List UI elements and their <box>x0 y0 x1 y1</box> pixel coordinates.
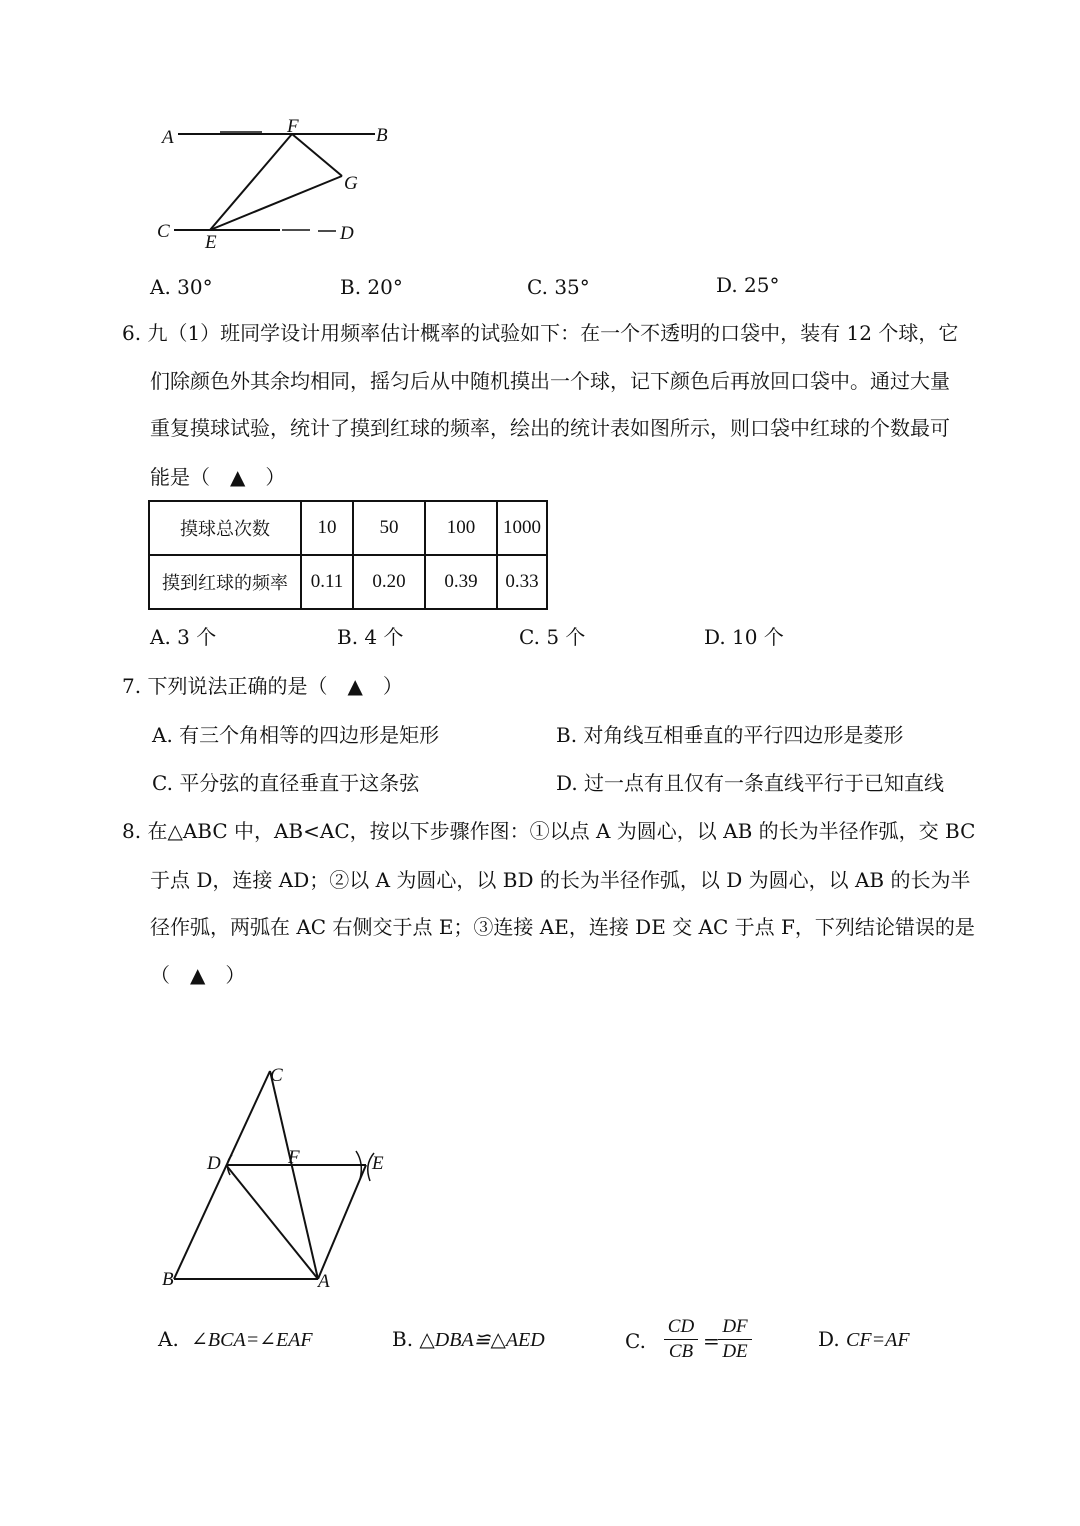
q5-option-c-letter: C. <box>527 275 548 299</box>
q7-option-a[interactable] <box>152 722 439 748</box>
q5-option-a-text: 30° <box>177 275 213 299</box>
q6-option-b-letter: B. <box>337 625 359 649</box>
q8-stem-line-3: 径作弧，两弧在 AC 右侧交于点 E；③连接 AE，连接 DE 交 AC 于点 F，下列结论错误的是 <box>150 915 975 939</box>
table-cell: 0.11 <box>301 555 353 609</box>
q7-option-d[interactable] <box>556 770 944 796</box>
segment-fg <box>292 134 342 176</box>
q8-option-d-letter: D. <box>818 1327 840 1351</box>
label-e: E <box>372 1153 384 1174</box>
q8-option-d-text: CF=AF <box>846 1329 910 1351</box>
label-b: B <box>376 125 388 146</box>
q6-option-d-letter: D. <box>704 625 726 649</box>
q7-option-c-letter: C. <box>152 771 173 795</box>
q6-option-a-text: 3 个 <box>177 625 217 649</box>
q8-option-c-fraction-right <box>718 1316 752 1363</box>
q7-option-a-letter: A. <box>152 723 173 747</box>
label-f: F <box>287 116 299 137</box>
fraction-denominator: DE <box>722 1341 748 1362</box>
q6-option-c[interactable] <box>519 624 585 650</box>
q8-option-c-letter[interactable]: C. <box>625 1329 646 1353</box>
q8-option-b[interactable] <box>392 1326 545 1353</box>
fraction-bar <box>664 1339 698 1340</box>
table-row <box>149 501 547 555</box>
q7-stem: 7. 下列说法正确的是（ ▲ ） <box>122 674 403 698</box>
q6-option-d[interactable] <box>704 624 784 650</box>
segment-ef <box>210 134 292 230</box>
label-c: C <box>270 1065 283 1086</box>
fraction-denominator: CB <box>668 1341 694 1362</box>
segment-eg <box>210 176 342 230</box>
q8-stem-line-1: 8. 在△ABC 中，AB<AC，按以下步骤作图：①以点 A 为圆心，以 AB 的长为半径作弧，交 BC <box>122 819 976 843</box>
label-c: C <box>157 221 170 242</box>
q5-option-c[interactable] <box>527 274 590 300</box>
q8-stem-line-4: （ ▲ ） <box>150 963 246 987</box>
q8-option-a[interactable] <box>158 1326 313 1353</box>
q8-option-b-letter: B. <box>392 1327 414 1351</box>
q5-option-d-text: 25° <box>744 273 780 297</box>
row-header-total-draws: 摸球总次数 <box>149 501 301 555</box>
table-row <box>149 555 547 609</box>
label-d: D <box>207 1153 221 1174</box>
q6-stem-line-4: 能是（ ▲ ） <box>150 465 286 489</box>
fraction-numerator: CD <box>667 1316 695 1337</box>
segment-ae <box>318 1165 366 1279</box>
q7-option-a-text: 有三个角相等的四边形是矩形 <box>179 723 440 747</box>
q8-option-d[interactable] <box>818 1326 910 1353</box>
table-cell: 0.33 <box>497 555 547 609</box>
q8-figure <box>150 1055 400 1295</box>
q6-option-c-text: 5 个 <box>546 625 586 649</box>
q7-option-b-text: 对角线互相垂直的平行四边形是菱形 <box>583 723 904 747</box>
q6-option-a[interactable] <box>150 624 216 650</box>
q5-option-b-letter: B. <box>340 275 362 299</box>
label-a: A <box>318 1271 330 1292</box>
table-cell: 0.39 <box>425 555 497 609</box>
q8-option-c-fraction-left <box>664 1316 698 1363</box>
q5-option-c-text: 35° <box>554 275 590 299</box>
q8-option-b-text: △DBA≌△AED <box>419 1329 545 1351</box>
q5-option-b[interactable] <box>340 274 403 300</box>
label-e: E <box>205 232 217 253</box>
label-a: A <box>162 127 174 148</box>
label-f: F <box>288 1147 300 1168</box>
q8-stem-line-2: 于点 D，连接 AD；②以 A 为圆心，以 BD 的长为半径作弧，以 D 为圆心，以 AB 的长为半 <box>150 868 971 892</box>
q6-option-b[interactable] <box>337 624 404 650</box>
q7-option-c[interactable] <box>152 770 419 796</box>
table-cell: 0.20 <box>353 555 425 609</box>
frequency-table <box>148 500 548 610</box>
q6-option-c-letter: C. <box>519 625 540 649</box>
q5-option-d-letter: D. <box>716 273 738 297</box>
q8-option-a-letter: A. <box>158 1327 179 1351</box>
q5-figure <box>150 110 410 255</box>
q6-stem-line-1: 6. 九（1）班同学设计用频率估计概率的试验如下：在一个不透明的口袋中，装有 12 个球，它 <box>122 321 959 345</box>
q5-option-b-text: 20° <box>367 275 403 299</box>
q6-option-a-letter: A. <box>150 625 171 649</box>
table-cell: 1000 <box>497 501 547 555</box>
q6-stem-line-2: 们除颜色外其余均相同，摇匀后从中随机摸出一个球，记下颜色后再放回口袋中。通过大量 <box>150 369 950 393</box>
q5-option-d[interactable] <box>716 272 780 298</box>
fraction-bar <box>718 1339 752 1340</box>
q7-option-b[interactable] <box>556 722 903 748</box>
q5-option-a[interactable] <box>150 274 213 300</box>
table-cell: 100 <box>425 501 497 555</box>
label-g: G <box>344 173 358 194</box>
table-cell: 50 <box>353 501 425 555</box>
q6-stem-line-3: 重复摸球试验，统计了摸到红球的频率，绘出的统计表如图所示，则口袋中红球的个数最可 <box>150 416 950 440</box>
q5-option-a-letter: A. <box>150 275 171 299</box>
q8-option-c-equals: = <box>703 1329 720 1353</box>
label-d: D <box>340 223 354 244</box>
segment-bc <box>174 1071 270 1279</box>
label-b: B <box>162 1269 174 1290</box>
q6-option-b-text: 4 个 <box>364 625 404 649</box>
q7-option-d-text: 过一点有且仅有一条直线平行于已知直线 <box>584 771 945 795</box>
q7-option-d-letter: D. <box>556 771 578 795</box>
q7-option-c-text: 平分弦的直径垂直于这条弦 <box>179 771 420 795</box>
fraction-numerator: DF <box>722 1316 748 1337</box>
row-header-red-frequency: 摸到红球的频率 <box>149 555 301 609</box>
q6-option-d-text: 10 个 <box>732 625 784 649</box>
q7-option-b-letter: B. <box>556 723 578 747</box>
table-cell: 10 <box>301 501 353 555</box>
q8-option-a-text: ∠BCA=∠EAF <box>191 1329 313 1351</box>
